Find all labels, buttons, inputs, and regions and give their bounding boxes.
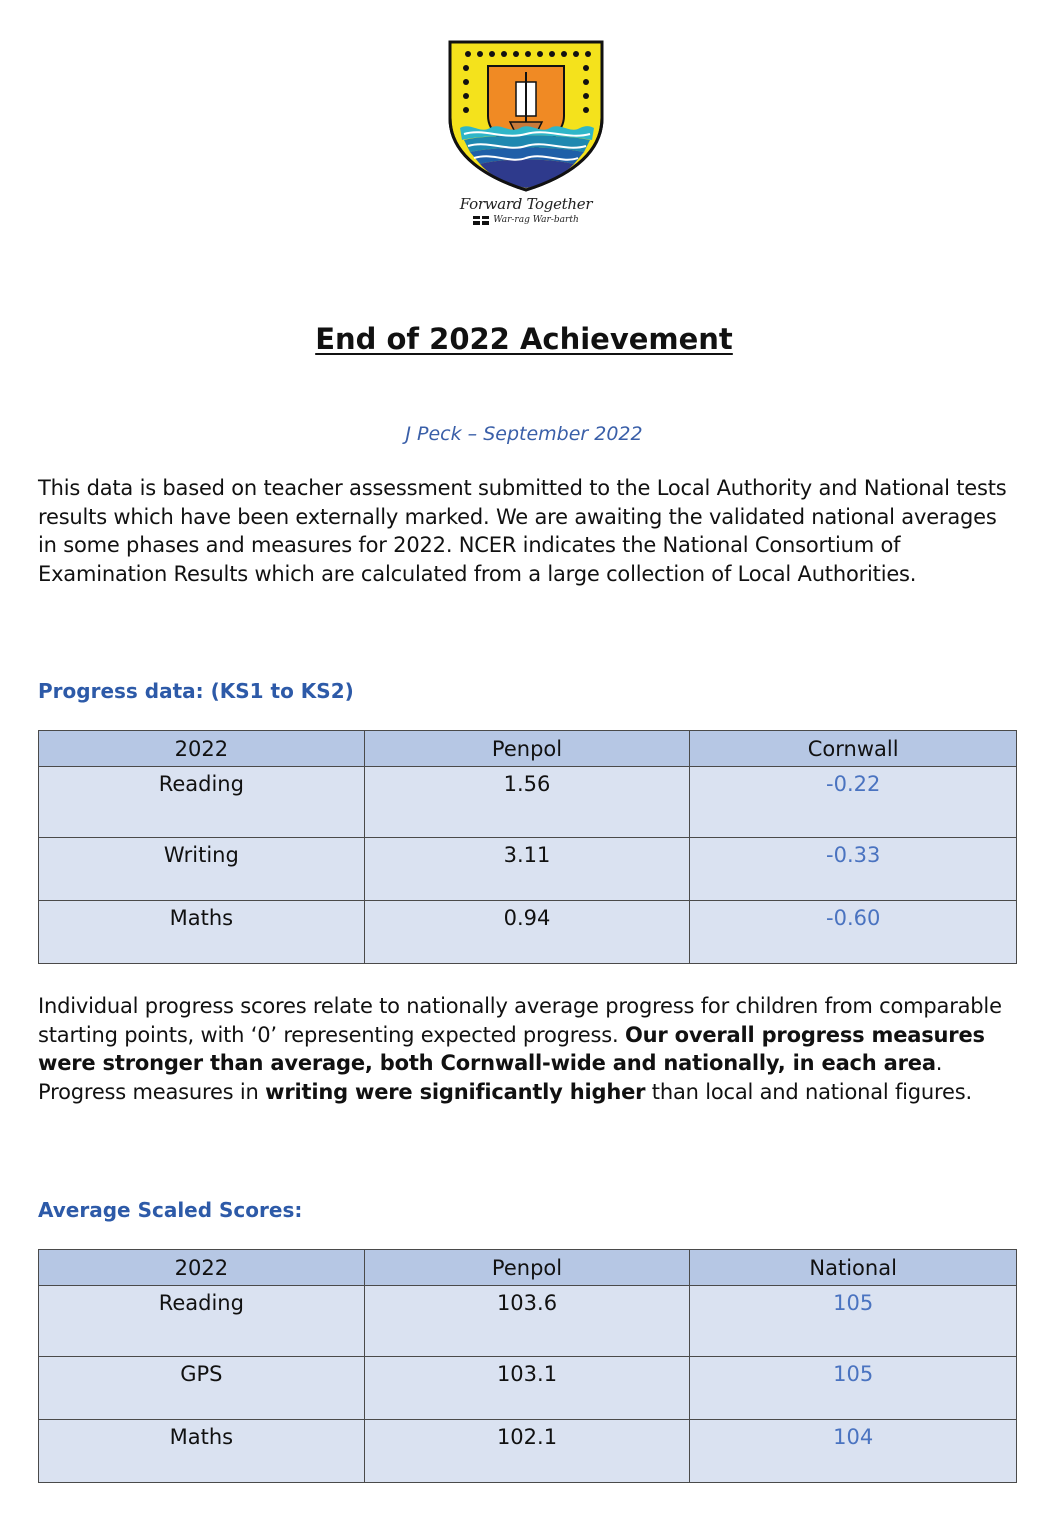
page-subtitle: J Peck – September 2022 bbox=[405, 423, 643, 445]
logo-motto: Forward Together bbox=[459, 195, 593, 213]
logo-motto-cornish bbox=[440, 215, 612, 225]
progress-text-bold: writing were significantly higher bbox=[265, 1079, 646, 1104]
table-header-row bbox=[39, 1250, 1017, 1286]
subject-cell: Maths bbox=[39, 1420, 365, 1483]
progress-table bbox=[38, 730, 1017, 964]
school-value-cell: 103.6 bbox=[364, 1286, 690, 1357]
table-row bbox=[39, 901, 1017, 964]
comparison-value-cell: -0.33 bbox=[690, 838, 1017, 901]
progress-explanation bbox=[38, 992, 1018, 1106]
header-cell: 2022 bbox=[39, 731, 365, 767]
school-crest-icon bbox=[444, 38, 608, 193]
school-value-cell: 3.11 bbox=[364, 838, 690, 901]
comparison-value-cell: 104 bbox=[690, 1420, 1017, 1483]
table-row bbox=[39, 1420, 1017, 1483]
school-logo bbox=[440, 38, 612, 225]
scaled-scores-table bbox=[38, 1249, 1017, 1483]
table-row bbox=[39, 767, 1017, 838]
table-row bbox=[39, 1286, 1017, 1357]
page-title: End of 2022 Achievement bbox=[315, 322, 733, 356]
school-value-cell: 103.1 bbox=[364, 1357, 690, 1420]
subject-cell: Maths bbox=[39, 901, 365, 964]
table-row bbox=[39, 1357, 1017, 1420]
progress-text-part: than local and national figures. bbox=[645, 1079, 972, 1104]
comparison-value-cell: 105 bbox=[690, 1286, 1017, 1357]
table-header-row bbox=[39, 731, 1017, 767]
progress-heading: Progress data: (KS1 to KS2) bbox=[38, 679, 354, 703]
scaled-scores-heading: Average Scaled Scores: bbox=[38, 1198, 303, 1222]
school-value-cell: 102.1 bbox=[364, 1420, 690, 1483]
header-cell: Cornwall bbox=[690, 731, 1017, 767]
progress-text-bold: Our overall progress measures were stronger than average, both Cornwall-wide and nationally, in each area bbox=[38, 1022, 985, 1076]
progress-text-part: . Progress measures in bbox=[38, 1051, 943, 1104]
header-cell: 2022 bbox=[39, 1250, 365, 1286]
subject-cell: GPS bbox=[39, 1357, 365, 1420]
school-value-cell: 0.94 bbox=[364, 901, 690, 964]
comparison-value-cell: 105 bbox=[690, 1357, 1017, 1420]
intro-paragraph: This data is based on teacher assessment submitted to the Local Authority and National tests results which have been externally marked. We are awaiting the validated national averages in some phases and measures for 2022. NCER indicates the National Consortium of Examination Results which are calculated from a large collection of Local Authorities. bbox=[38, 476, 1007, 586]
progress-text-part: Individual progress scores relate to nationally average progress for children from comparable starting points, with ‘0’ representing expected progress. bbox=[38, 994, 1002, 1047]
comparison-value-cell: -0.60 bbox=[690, 901, 1017, 964]
header-cell: Penpol bbox=[364, 1250, 690, 1286]
subject-cell: Reading bbox=[39, 1286, 365, 1357]
subject-cell: Reading bbox=[39, 767, 365, 838]
subject-cell: Writing bbox=[39, 838, 365, 901]
header-cell: Penpol bbox=[364, 731, 690, 767]
logo-motto-cornish-text: War-rag War-barth bbox=[493, 215, 579, 225]
school-value-cell: 1.56 bbox=[364, 767, 690, 838]
cornish-flag-icon bbox=[473, 216, 489, 225]
header-cell: National bbox=[690, 1250, 1017, 1286]
table-row bbox=[39, 838, 1017, 901]
comparison-value-cell: -0.22 bbox=[690, 767, 1017, 838]
